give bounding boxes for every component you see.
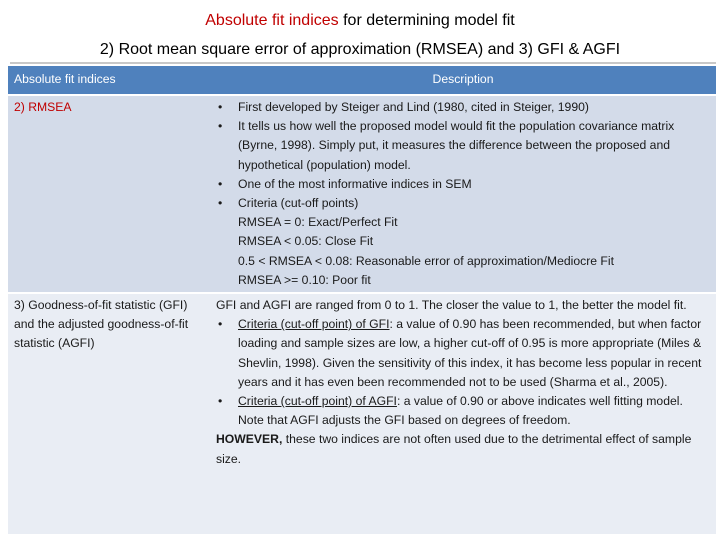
criteria-line: RMSEA < 0.05: Close Fit [238, 234, 374, 249]
list-item: • One of the most informative indices in SEM [216, 175, 710, 194]
fit-indices-table [8, 66, 716, 536]
title-rest: for determining model fit [338, 12, 515, 29]
table-row-gfi [8, 293, 716, 535]
bullet-icon: • [218, 317, 223, 332]
title-highlight: Absolute fit indices [205, 12, 339, 29]
gfi-intro: GFI and AGFI are ranged from 0 to 1. The closer the value to 1, the better the model fit. [216, 298, 687, 313]
list-item: • Criteria (cut-off points) [216, 194, 710, 213]
table-header-row [8, 66, 716, 95]
list-item: • It tells us how well the proposed model would fit the population covariance matrix (Byrne, 1998). Simply put, it measures the difference between the proposed and hypothetical (population) model. [218, 119, 675, 172]
table-row-rmsea [8, 95, 716, 293]
bullet-icon: • [218, 100, 223, 114]
criteria-line: RMSEA >= 0.10: Poor fit [238, 272, 371, 287]
list-item: • Criteria (cut-off point) of GFI: a value of 0.90 has been recommended, but when factor loading and sample sizes are low, a higher cut-off of 0.95 is more appropriate (Miles & Shevlin, 1998). Given the sensitivity of this index, it has become less popular in recent years and it has even been recommended not to be used (Sharma et al., 2005). [218, 317, 702, 389]
rmsea-description [210, 95, 716, 293]
rmsea-label: 2) RMSEA [8, 95, 210, 293]
agfi-criteria-title: Criteria (cut-off point) of AGFI [238, 394, 397, 409]
rmsea-bullets [216, 98, 710, 213]
list-item: • Criteria (cut-off point) of AGFI: a value of 0.90 or above indicates well fitting model. Note that AGFI adjusts the GFI based on degrees of freedom. [218, 394, 683, 428]
gfi-label: 3) Goodness-of-fit statistic (GFI) and the adjusted goodness-of-fit statistic (AGFI) [8, 293, 210, 535]
gfi-criteria-title: Criteria (cut-off point) of GFI [238, 317, 390, 332]
header-description: Description [210, 66, 716, 95]
bullet-icon: • [218, 196, 223, 211]
criteria-line: 0.5 < RMSEA < 0.08: Reasonable error of approximation/Mediocre Fit [238, 253, 614, 268]
list-item: • First developed by Steiger and Lind (1980, cited in Steiger, 1990) [216, 98, 710, 117]
gfi-description [210, 293, 716, 535]
header-indices: Absolute fit indices [8, 66, 210, 95]
rmsea-criteria [216, 213, 710, 290]
criteria-line: RMSEA = 0: Exact/Perfect Fit [238, 215, 398, 230]
gfi-note: HOWEVER, these two indices are not often used due to the detrimental effect of sample size. [216, 432, 692, 466]
bullet-icon: • [218, 176, 223, 191]
divider [10, 62, 716, 64]
however-label: HOWEVER, [216, 432, 283, 447]
slide-subtitle: 2) Root mean square error of approximation (RMSEA) and 3) GFI & AGFI [99, 41, 621, 58]
bullet-icon: • [218, 119, 223, 134]
gfi-bullets [216, 315, 710, 430]
bullet-icon: • [218, 394, 223, 409]
slide-title [0, 10, 720, 32]
